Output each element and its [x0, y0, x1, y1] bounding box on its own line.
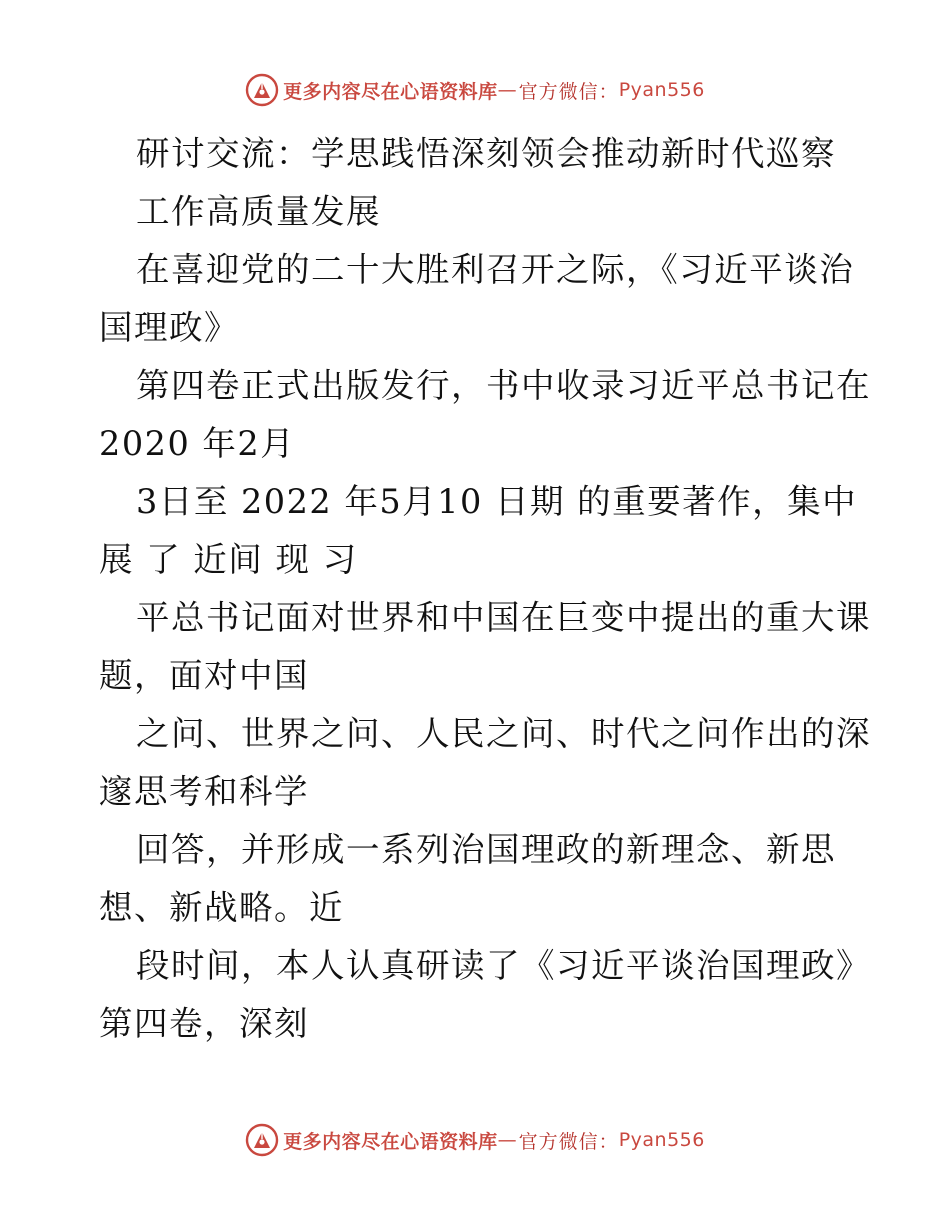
- document-title-line-1: 研讨交流：学思践悟深刻领会推动新时代巡察: [136, 134, 836, 173]
- paragraph-line: 邃思考和科学: [99, 772, 309, 811]
- footer-watermark: [0, 1120, 950, 1160]
- paragraph-line: 在喜迎党的二十大胜利召开之际，《习近平谈治: [136, 250, 855, 289]
- banner-wechat-id: Pyan556: [618, 79, 705, 101]
- banner-site-name: 更多内容尽在心语资料库: [283, 80, 498, 103]
- banner-dash: —: [497, 1129, 517, 1151]
- paragraph-line: 展 了 近间 现 习: [99, 540, 358, 579]
- banner-wechat-label: 官方微信：: [518, 80, 619, 103]
- paragraph-line: 2020 年2月: [99, 424, 296, 463]
- banner-site-name: 更多内容尽在心语资料库: [283, 1130, 498, 1153]
- paragraph-line: 想、新战略。近: [99, 888, 344, 927]
- paragraph-line: 题，面对中国: [99, 656, 309, 695]
- document-title-line-2: 工作高质量发展: [136, 192, 381, 231]
- header-watermark: [0, 70, 950, 110]
- paragraph-line: 之问、世界之问、人民之问、时代之问作出的深: [136, 714, 871, 753]
- banner-wechat-label: 官方微信：: [518, 1130, 619, 1153]
- paragraph-line: 3日至 2022 年5月10 日期 的重要著作，集中: [136, 482, 858, 521]
- pen-nib-logo-icon: [245, 1123, 279, 1157]
- paragraph-line: 国理政》: [99, 308, 239, 347]
- paragraph-line: 段时间，本人认真研读了《习近平谈治国理政》: [136, 946, 871, 985]
- paragraph-line: 第四卷正式出版发行，书中收录习近平总书记在: [136, 366, 871, 405]
- document-body: [99, 125, 871, 1053]
- paragraph-line: 第四卷，深刻: [99, 1004, 309, 1043]
- paragraph-line: 平总书记面对世界和中国在巨变中提出的重大课: [136, 598, 871, 637]
- pen-nib-logo-icon: [245, 73, 279, 107]
- paragraph-line: 回答，并形成一系列治国理政的新理念、新思: [136, 830, 836, 869]
- banner-dash: —: [497, 79, 517, 101]
- banner-wechat-id: Pyan556: [618, 1129, 705, 1151]
